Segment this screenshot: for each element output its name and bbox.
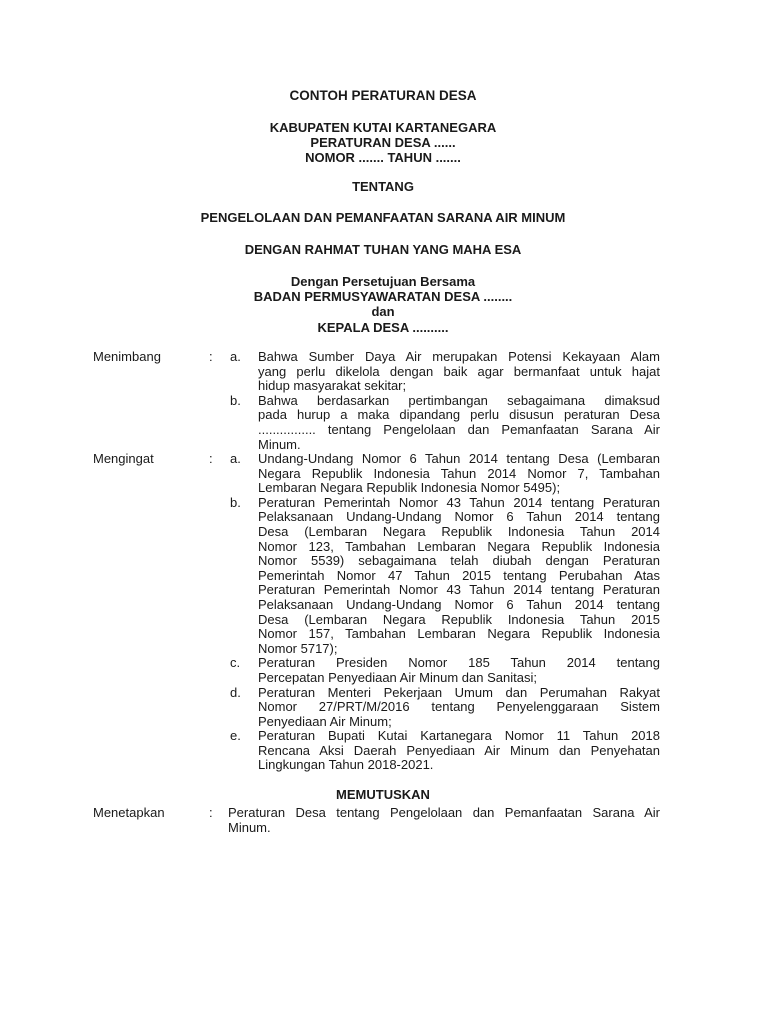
- item-text: [258, 350, 660, 394]
- colon: :: [209, 451, 213, 466]
- bpd-heading: BADAN PERMUSYAWARATAN DESA ........: [253, 289, 513, 304]
- memutuskan-heading: MEMUTUSKAN: [336, 787, 430, 802]
- text-line: pada hurup a maka dipandang perlu disusun peraturan Desa: [258, 407, 660, 423]
- text-line: Nomor 157, Tambahan Lembaran Negara Republik Indonesia: [258, 626, 660, 642]
- menimbang-section: [93, 350, 673, 452]
- persetujuan-heading: Dengan Persetujuan Bersama: [290, 274, 476, 289]
- item-letter: b.: [230, 494, 241, 510]
- item-text: [258, 729, 660, 773]
- text-line: Peraturan Presiden Nomor 185 Tahun 2014 tentang: [258, 655, 660, 671]
- item-letter: e.: [230, 728, 241, 744]
- dan-heading: dan: [371, 304, 395, 319]
- list-item: [93, 729, 673, 773]
- text-line: Bahwa Sumber Daya Air merupakan Potensi Kekayaan Alam: [258, 349, 660, 364]
- text-line: Minum.: [228, 819, 271, 835]
- text-line: ................ tentang Pengelolaan dan Pemanfaatan Sarana Air: [258, 421, 660, 437]
- text-line: Peraturan Pemerintah Nomor 43 Tahun 2014 tentang Peraturan: [258, 494, 660, 510]
- colon: :: [209, 349, 213, 364]
- text-line: Pelaksanaan Undang-Undang Nomor 6 Tahun 2014 tentang: [258, 509, 660, 525]
- text-line: Desa (Lembaran Negara Republik Indonesia Tahun 2014: [258, 523, 660, 539]
- text-line: Nomor 5717);: [258, 640, 338, 656]
- item-letter: b.: [230, 392, 241, 408]
- item-letter: d.: [230, 684, 241, 700]
- mengingat-section: [93, 452, 673, 773]
- list-item: [93, 394, 673, 452]
- text-line: Pemerintah Nomor 47 Tahun 2015 tentang Perubahan Atas: [258, 567, 660, 583]
- text-line: Negara Republik Indonesia Tahun 2014 Nomor 7, Tambahan: [258, 465, 660, 481]
- text-line: Nomor 5539) sebagaimana telah diubah dengan Peraturan: [258, 553, 660, 569]
- text-line: Bahwa berdasarkan pertimbangan sebagaimana dimaksud: [258, 392, 660, 408]
- list-item: [93, 496, 673, 657]
- text-line: Peraturan Desa tentang Pengelolaan dan Pemanfaatan Sarana Air: [228, 805, 660, 820]
- text-line: Desa (Lembaran Negara Republik Indonesia Tahun 2015: [258, 611, 660, 627]
- list-item: [93, 686, 673, 730]
- text-line: Peraturan Bupati Kutai Kartanegara Nomor 11 Tahun 2018: [258, 728, 660, 744]
- item-text: [258, 496, 660, 657]
- item-text: [258, 394, 660, 452]
- text-line: Lembaran Negara Republik Indonesia Nomor 5495);: [258, 480, 561, 496]
- list-item: [93, 350, 673, 394]
- menetapkan-label: Menetapkan: [93, 805, 165, 820]
- rahmat-heading: DENGAN RAHMAT TUHAN YANG MAHA ESA: [244, 242, 522, 257]
- list-item: [93, 452, 673, 496]
- text-line: yang perlu dikelola dengan baik agar bermanfaat untuk hajat: [258, 363, 660, 379]
- text-line: Rencana Aksi Daerah Penyediaan Air Minum dan Penyehatan: [258, 742, 660, 758]
- document-title: CONTOH PERATURAN DESA: [289, 88, 477, 103]
- text-line: Undang-Undang Nomor 6 Tahun 2014 tentang Desa (Lembaran: [258, 451, 660, 466]
- text-line: Peraturan Pemerintah Nomor 43 Tahun 2014 tentang Peraturan: [258, 582, 660, 598]
- text-line: Nomor 123, Tambahan Lembaran Negara Republik Indonesia: [258, 538, 660, 554]
- item-text: [258, 656, 660, 685]
- item-letter: c.: [230, 655, 241, 671]
- item-letter: a.: [230, 349, 241, 364]
- mengingat-label: Mengingat: [93, 451, 154, 466]
- text-line: Nomor 27/PRT/M/2016 tentang Penyelenggaraan Sistem: [258, 699, 660, 715]
- text-line: Pelaksanaan Undang-Undang Nomor 6 Tahun 2014 tentang: [258, 596, 660, 612]
- nomor-heading: NOMOR ....... TAHUN .......: [305, 150, 461, 165]
- item-letter: a.: [230, 451, 241, 466]
- peraturan-heading: PERATURAN DESA ......: [310, 135, 456, 150]
- kepala-heading: KEPALA DESA ..........: [317, 320, 449, 335]
- text-line: Penyediaan Air Minum;: [258, 713, 392, 729]
- colon: :: [209, 805, 213, 820]
- subject-heading: PENGELOLAAN DAN PEMANFAATAN SARANA AIR MINUM: [200, 210, 566, 225]
- text-line: Lingkungan Tahun 2018-2021.: [258, 757, 434, 773]
- item-text: [258, 686, 660, 730]
- text-line: Percepatan Penyediaan Air Minum dan Sanitasi;: [258, 669, 537, 685]
- item-text: [258, 452, 660, 496]
- text-line: Peraturan Menteri Pekerjaan Umum dan Perumahan Rakyat: [258, 684, 660, 700]
- menetapkan-section: [93, 806, 673, 835]
- text-line: hidup masyarakat sekitar;: [258, 378, 407, 394]
- tentang-heading: TENTANG: [352, 179, 414, 194]
- list-item: [93, 656, 673, 685]
- menimbang-label: Menimbang: [93, 349, 161, 364]
- kabupaten-heading: KABUPATEN KUTAI KARTANEGARA: [269, 120, 497, 135]
- text-line: Minum.: [258, 436, 301, 452]
- menetapkan-text: [228, 806, 660, 835]
